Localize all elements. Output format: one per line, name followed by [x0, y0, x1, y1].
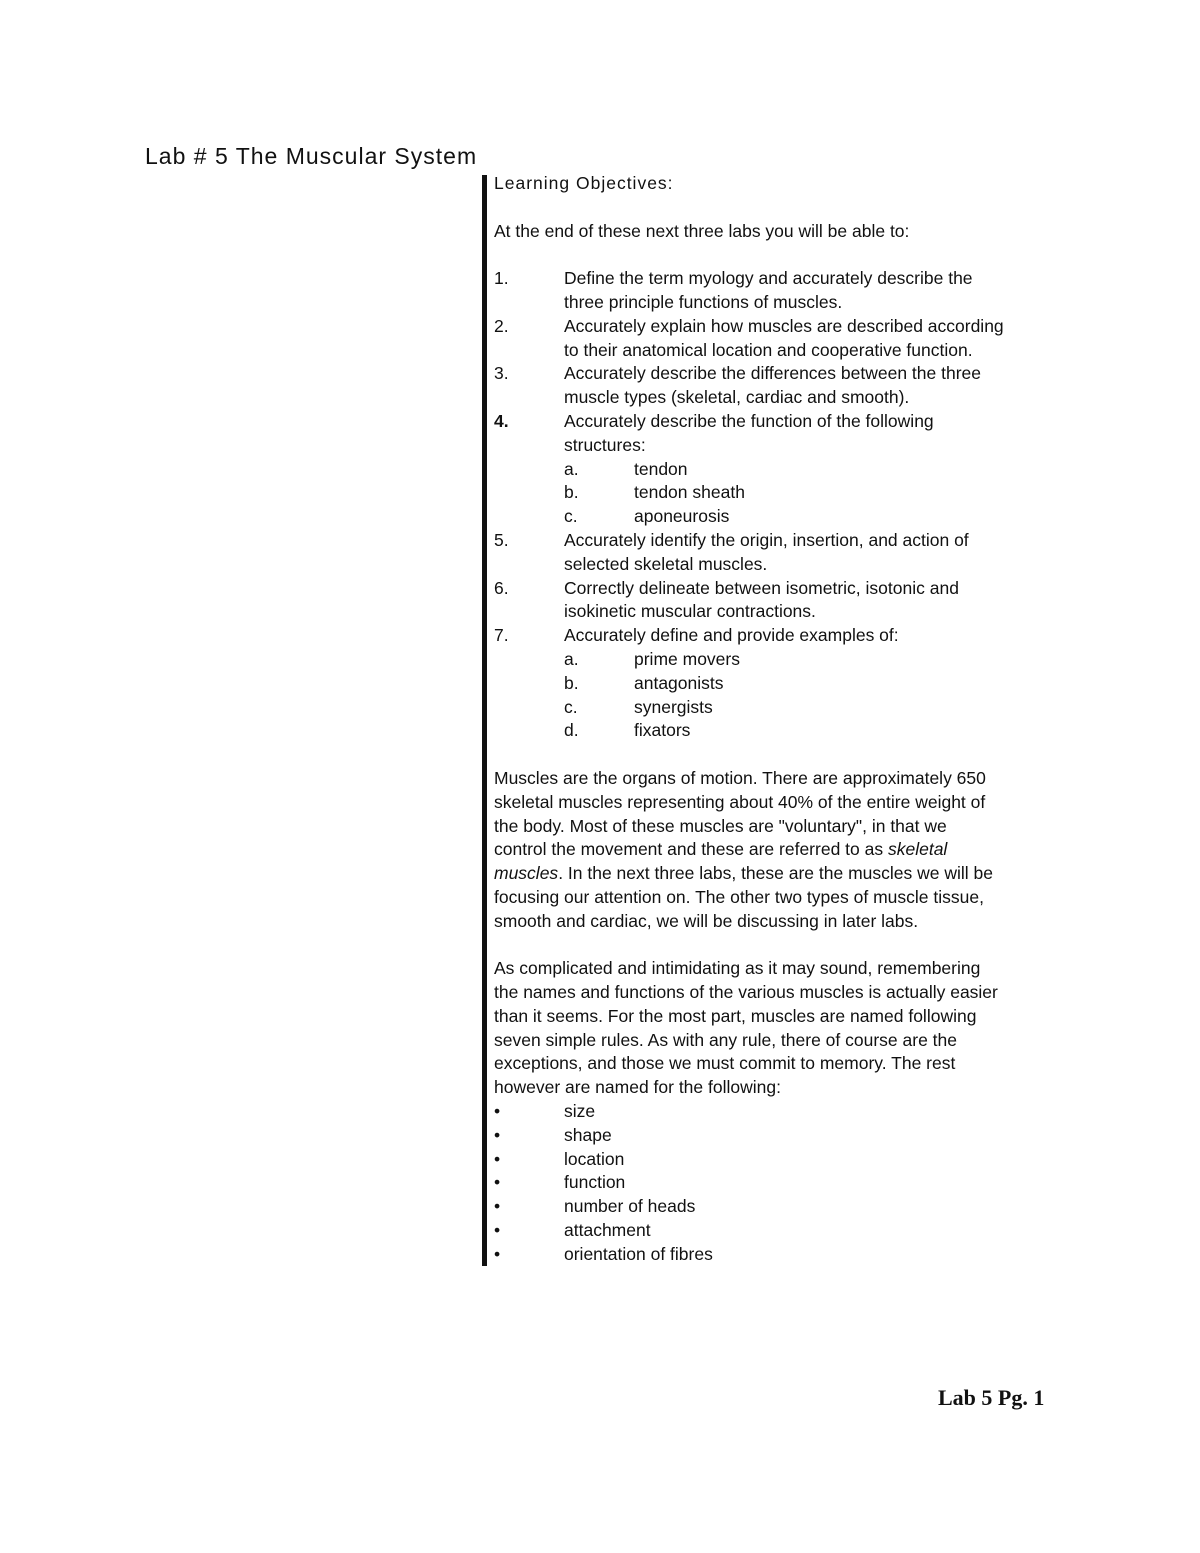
- paragraph-text: control the movement and these are referred to as: [494, 839, 884, 860]
- naming-rules-list: [494, 1100, 1074, 1267]
- content-column: [494, 172, 1074, 1267]
- sub-objective-letter: b.: [564, 672, 579, 693]
- sub-objective-text: synergists: [634, 696, 713, 717]
- objective-number: 4.: [494, 410, 509, 431]
- bullet-text: location: [564, 1148, 625, 1169]
- sub-objective-text: antagonists: [634, 672, 724, 693]
- bullet-text: size: [564, 1101, 596, 1122]
- objectives-intro: At the end of these next three labs you will be able to:: [494, 220, 910, 241]
- bullet-icon: •: [494, 1124, 501, 1145]
- bullet-icon: •: [494, 1172, 501, 1193]
- paragraph-line: As complicated and intimidating as it may sound, remembering: [494, 958, 981, 979]
- sub-objective-text: tendon sheath: [634, 482, 745, 503]
- objective-text: Correctly delineate between isometric, isotonic and: [564, 577, 959, 598]
- bullet-icon: •: [494, 1148, 501, 1169]
- bullet-item: [494, 1243, 1074, 1267]
- objective-text: structures:: [564, 434, 646, 455]
- bullet-text: function: [564, 1172, 626, 1193]
- paragraph-muscles-intro: [494, 767, 1074, 934]
- sub-objective-item: [494, 481, 1074, 505]
- paragraph-line: the names and functions of the various muscles is actually easier: [494, 982, 998, 1003]
- paragraph-line: [494, 838, 1074, 862]
- bullet-item: [494, 1195, 1074, 1219]
- paragraph-line: exceptions, and those we must commit to memory. The rest: [494, 1053, 956, 1074]
- paragraph-line: Muscles are the organs of motion. There are approximately 650: [494, 767, 986, 788]
- paragraph-line: seven simple rules. As with any rule, there of course are the: [494, 1029, 958, 1050]
- sub-objective-item: [494, 458, 1074, 482]
- objective-item: [494, 315, 1074, 363]
- sub-objective-item: [494, 672, 1074, 696]
- bullet-text: orientation of fibres: [564, 1243, 713, 1264]
- bullet-icon: •: [494, 1196, 501, 1217]
- bullet-icon: •: [494, 1220, 501, 1241]
- sub-objective-letter: a.: [564, 648, 579, 669]
- objective-text: muscle types (skeletal, cardiac and smooth).: [564, 387, 910, 408]
- objective-number: 1.: [494, 268, 509, 289]
- objective-text: Accurately identify the origin, insertion, and action of: [564, 529, 969, 550]
- objective-text: to their anatomical location and cooperative function.: [564, 339, 973, 360]
- paragraph-text: . In the next three labs, these are the muscles we will be: [558, 863, 993, 884]
- sub-objective-item: [494, 719, 1074, 743]
- objective-number: 3.: [494, 363, 509, 384]
- bullet-item: [494, 1100, 1074, 1124]
- objective-text: Define the term myology and accurately describe the: [564, 268, 973, 289]
- objective-number: 7.: [494, 625, 509, 646]
- paragraph-line: than it seems. For the most part, muscles are named following: [494, 1005, 977, 1026]
- objectives-heading: Learning Objectives:: [494, 173, 674, 193]
- italic-term: muscles: [494, 863, 559, 884]
- paragraph-line: however are named for the following:: [494, 1077, 781, 1098]
- margin-rule: [482, 175, 487, 1266]
- sub-objective-item: [494, 696, 1074, 720]
- paragraph-line: skeletal muscles representing about 40% of the entire weight of: [494, 791, 986, 812]
- objective-text: Accurately explain how muscles are described according: [564, 315, 1004, 336]
- objective-item: [494, 410, 1074, 458]
- objectives-list: [494, 267, 1074, 743]
- italic-term: skeletal: [887, 839, 948, 860]
- objective-text: Accurately describe the differences between the three: [564, 363, 982, 384]
- paragraph-line: [494, 862, 1074, 886]
- bullet-text: number of heads: [564, 1196, 696, 1217]
- bullet-item: [494, 1148, 1074, 1172]
- objective-number: 5.: [494, 529, 509, 550]
- sub-objective-letter: b.: [564, 482, 579, 503]
- objective-item: [494, 362, 1074, 410]
- paragraph-naming-rules: [494, 957, 1074, 1100]
- objective-number: 2.: [494, 315, 509, 336]
- objective-text: Accurately describe the function of the following: [564, 410, 934, 431]
- bullet-text: attachment: [564, 1220, 651, 1241]
- sub-objective-text: tendon: [634, 458, 688, 479]
- bullet-text: shape: [564, 1124, 612, 1145]
- objective-text: Accurately define and provide examples of:: [564, 625, 899, 646]
- sub-objective-letter: a.: [564, 458, 579, 479]
- objective-item: [494, 577, 1074, 625]
- bullet-icon: •: [494, 1243, 501, 1264]
- objective-text: isokinetic muscular contractions.: [564, 601, 816, 622]
- objective-text: three principle functions of muscles.: [564, 291, 843, 312]
- page-title: Lab # 5 The Muscular System: [145, 143, 478, 169]
- paragraph-line: focusing our attention on. The other two types of muscle tissue,: [494, 886, 984, 907]
- sub-objective-item: [494, 648, 1074, 672]
- bullet-item: [494, 1219, 1074, 1243]
- sub-objective-letter: c.: [564, 696, 578, 717]
- paragraph-line: smooth and cardiac, we will be discussing in later labs.: [494, 910, 919, 931]
- objective-text: selected skeletal muscles.: [564, 553, 768, 574]
- sub-objective-text: fixators: [634, 720, 691, 741]
- bullet-item: [494, 1171, 1074, 1195]
- objective-item: [494, 529, 1074, 577]
- objective-item: [494, 267, 1074, 315]
- bullet-icon: •: [494, 1101, 501, 1122]
- objective-item: [494, 624, 1074, 648]
- sub-objective-text: prime movers: [634, 648, 740, 669]
- sub-objective-letter: c.: [564, 506, 578, 527]
- bullet-item: [494, 1124, 1074, 1148]
- sub-objective-item: [494, 505, 1074, 529]
- paragraph-line: the body. Most of these muscles are "voluntary", in that we: [494, 815, 947, 836]
- sub-objective-letter: d.: [564, 720, 579, 741]
- objective-number: 6.: [494, 577, 509, 598]
- sub-objective-text: aponeurosis: [634, 506, 730, 527]
- page-footer: Lab 5 Pg. 1: [938, 1385, 1045, 1410]
